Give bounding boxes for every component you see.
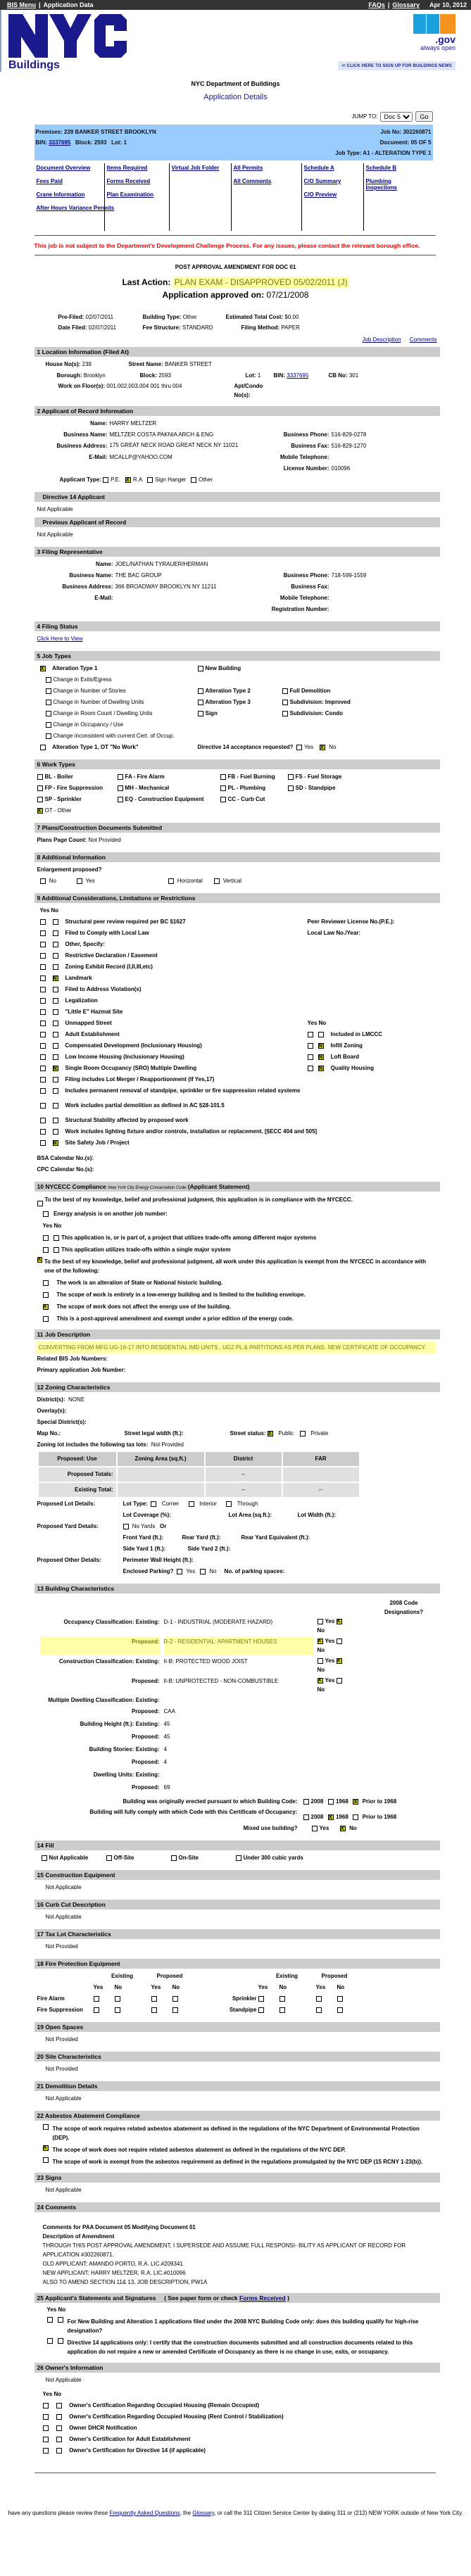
consideration-row: Work includes partial demolition as defined in AC §28-101.5 [37,1097,434,1115]
glossary-footer-link[interactable]: Glossary [192,2510,215,2516]
buildings-wordmark: Buildings [8,59,60,71]
section-header: 10 NYCECC Compliance New York City Energy Conservation Code (Applicant Statement) [34,1182,440,1192]
mail-icon: ✉ [341,64,347,68]
paa-title: POST APPROVAL AMENDMENT FOR DOC 01 [175,264,296,270]
job-description: CONVERTING FROM MFG UG-16-17 INTO RESIDENTIAL IMD UNITS , UG2 PL & PARTITIONS AS PER PLANS. NEW CERTIFICATE OF OCCUPANCY. Related BIS Job Numbers: Primary application Job Number: [32,1339,440,1378]
owner-info: Not Applicable Yes No Owner's Certification Regarding Occupied Housing (Remain Occupied) Owner's Certification Regarding Occupied Housing (Rent Control / Stabilization) Owner DHCR Notification Owner's Certification for Adult Establishment Owner's Certification for Directive 14 (if applicable) [42,2377,284,2454]
section-header: 13 Building Characteristics [34,1584,440,1593]
separator: | [39,1,41,8]
bin-label: BIN: [35,139,47,146]
nycgov-gov: .gov [435,34,456,45]
applicant-statements: Yes No For New Building and Alteration 1 applications filed under the 2008 NYC Building Code only: does this building qualify for high-rise designation? Directive 14 applications only: I certify that the construction documents submitted and all construction documents related to this application do not require a new or amended Certificate of Occupancy as there is no change in use, exits, or occupancy. [46,2306,419,2355]
job-number: Job No: 302260871 [380,129,432,135]
nav-all-permits[interactable]: All Permits [233,165,263,171]
filing-rep-info: Name: JOEL/NATHAN TYRAUER/HERMAN Business Name: THE BAC GROUP Business Phone: 718-599-1559 Business Address: 366 BROADWAY BROOKLYN NY 11211 Business Fax: E-Mail: Mobile Telephone: Registration Number: [62,561,367,612]
nav-crane-information[interactable]: Crane Information [36,191,85,198]
section-header: 3 Filing Representative [34,547,440,557]
nav-after-hours-variance[interactable]: After Hours Variance Permits [36,205,115,211]
nav-virtual-job-folder[interactable]: Virtual Job Folder [171,165,220,171]
navigation-links [34,163,440,231]
consideration-row: Other, Specify: [37,939,434,950]
section-header: 23 Signs [34,2173,440,2183]
development-challenge-warning: This job is not subject to the Department's Development Challenge Process. For any issues, please contact the relevant borough office. [34,242,420,249]
section-header: 18 Fire Protection Equipment [34,1959,440,1969]
document-select[interactable] [380,112,413,122]
nav-schedule-a[interactable]: Schedule A [303,165,334,171]
nav-co-summary[interactable]: C/O Summary [303,178,341,184]
section-header: 8 Additional Information [34,852,440,862]
consideration-row: Compensated Development (Inclusionary Housing) N Infill Zoning [37,1040,434,1052]
tax-lot-value: Not Provided [45,1943,78,1950]
consideration-row: N Single Room Occupancy (SRO) Multiple Dwelling N Quality Housing [37,1063,434,1074]
filing-summary: Pre-Filed: 02/07/2011 Building Type: Other Estimated Total Cost: $0.00 Date Filed: 02/07/2011 Fee Structure: STANDARD Filing Method: PAPER [58,314,300,331]
faq-link[interactable]: Frequently Asked Questions [109,2510,180,2516]
section-header: Directive 14 Applicant [34,492,440,502]
section-header: 9 Additional Considerations, Limitations or Restrictions [34,893,440,903]
section-header: 25 Applicant's Statements and Signatures ( See paper form or check Forms Received ) [34,2293,440,2303]
location-info: House No(s): 239 Street Name: BANKER STREET Borough: Brooklyn Block: 2593 Lot: 1 BIN: 3337695 CB No: 301 Work on Floor(s): 001,002,003,004 001 thru 004 Apt/Condo No(s): [45,361,359,398]
nav-items-required[interactable]: Items Required [106,165,148,171]
bis-menu-link[interactable]: BIS Menu [7,1,37,8]
current-date: Apr 10, 2012 [429,1,467,8]
section-header: 15 Construction Equipment [34,1870,440,1880]
bin-link[interactable]: 3337695 [287,372,309,379]
previous-applicant-value: Not Applicable [37,531,73,538]
consideration-row: N Landmark [37,973,434,984]
section-header: 12 Zoning Characteristics [34,1382,440,1392]
fire-protection: Existing Proposed Existing Proposed Yes No Yes No Yes No Yes No Fire Alarm Sprinkler Fire Suppression Standpipe [37,1973,348,2013]
nav-all-comments[interactable]: All Comments [233,178,272,184]
consideration-row: Zoning Exhibit Record (I,II,III,etc) [37,961,434,973]
nav-plan-examination[interactable]: Plan Examination [106,191,154,198]
section-header: 5 Job Types [34,651,440,661]
nav-schedule-b[interactable]: Schedule B [365,165,397,171]
block: Block: 2593 [75,139,107,146]
consideration-row: Filing includes Lot Merger / Reapportionment (If Yes,17) [37,1074,434,1085]
section-header: 14 Fill [34,1841,440,1850]
consideration-row: Legalization [37,995,434,1006]
nav-fees-paid[interactable]: Fees Paid [36,178,63,184]
department-title: NYC Department of Buildings [191,80,280,87]
page-title: Application Details [203,93,268,101]
directive-14-value: Not Applicable [37,506,73,512]
section-header: 26 Owner's Information [34,2363,440,2373]
checkbox-exempt-checked [37,1257,42,1263]
additional-info: Enlargement proposed? No Yes Horizontal Vertical [37,866,241,884]
site-characteristics-value: Not Provided [45,2066,78,2072]
job-type: Job Type: A1 - ALTERATION TYPE 1 [335,150,432,156]
zoning-table: Proposed: Use Zoning Area (sq.ft.) District FAR Proposed Totals: -- Existing Total: -- -- [37,1451,360,1498]
checkbox-alt1-checked [40,666,46,671]
consideration-row: Unmapped Street Yes No [37,1018,434,1029]
consideration-row: Filed to Comply with Local Law Local Law No./Year: [37,928,434,939]
footer: have any questions please review these Frequently Asked Questions, the Glossary, or call the 311 Citizen Service Center by dialing 311 or (212) NEW YORK outside of New York City. [8,2510,463,2516]
header [0,10,471,72]
consideration-row: Work includes lighting fixture and/or controls, installation or replacement. [§ECC 404 and 505] [37,1126,434,1137]
last-action-value: PLAN EXAM - DISAPPROVED 05/02/2011 (J) [174,277,348,287]
section-header: 19 Open Spaces [34,2022,440,2032]
job-description-link[interactable]: Job Description [362,336,401,343]
nav-plumbing-inspections[interactable]: Plumbing Inspections [365,178,397,191]
section-label: Application Data [43,1,94,8]
checkbox-other [191,477,196,483]
consideration-row: Structural peer review required per BC §1627 Peer Reviewer License No.(P.E.): [37,916,434,928]
comments: Comments for PAA Document 05 Modifying Document 01 Description of Amendment THROUGH THIS POST APPROVAL AMENDMENT, I SUPERSEDE AND ASSUME FULL RESPONSI- BILITY AS APPLICANT OF RECORD FOR APPLICATION #302260871. OLD APPLICANT: AMANDO PORTO, R.A. LIC.#209341 NEW APPLICANT: HARRY MELTZER, R.A. LIC.#010096 ALSO TO AMEND SECTION 11& 13, JOB DESCRIPTION, PW1A [42,2224,406,2285]
section-header: 2 Applicant of Record Information [34,406,440,416]
section-header: Previous Applicant of Record [34,517,440,527]
job-types: X Alteration Type 1 New Building Change in Exits/Egress Change in Number of Stories Alteration Type 2 Full Demolition Change in Number of Dwelling Units Alteration Type 3 Subdivision: Improved Change in Room Count / Dwelling Units Sign Subdivision: Condo Change in Occupancy / Use Change inconsistent with current Cert. of Occup. Alteration Type 1, OT "No Work" Directive 14 acceptance requested? Yes X No [32,661,440,755]
checkbox-ra-checked [125,477,131,483]
consideration-row: "Little E" Hazmat Site [37,1006,434,1018]
consideration-row: Structural Stability affected by proposed work [37,1115,434,1126]
section-header: 7 Plans/Construction Documents Submitted [34,823,440,833]
checkbox-sign-hanger [147,477,153,483]
nyc-buildings-logo-icon [8,14,127,58]
premises-address: Premises: 239 BANKER STREET BROOKLYN [35,129,156,135]
top-bar [0,0,471,10]
construction-equipment-value: Not Applicable [45,1884,82,1890]
newsletter-signup-link[interactable] [338,61,456,70]
consideration-row: Filed to Address Violation(s) [37,984,434,995]
nycgov-tagline: always open [420,44,456,51]
work-types: BL - Boiler FA - Fire Alarm FB - Fuel Burning FS - Fuel Storage FP - Fire Suppression MH - Mechanical PL - Plumbing SD - Standpipe SP - Sprinkler EQ - Construction Equipment CC - Curb Cut XOT - Other [32,769,440,819]
section-header: 20 Site Characteristics [34,2052,440,2062]
applicant-info: Name: HARRY MELTZER Business Name: MELTZER COSTA PAKNIA ARCH & ENG Business Phone: 516-829-0278 Business Address: 175 GREAT NECK ROAD GREAT NECK NY 11021 Business Fax: 516-829-1270 E-Mail: MCALLP@YAHOO.COM Mobile Telephone: License Number: 010096 Applicant Type: P.E. X R.A Sign Hanger Other [32,416,440,488]
premises-banner [34,125,433,160]
open-spaces-value: Not Provided [45,2036,78,2043]
forms-received-link[interactable]: Forms Received [239,2294,286,2302]
nycgov-logo-icon [413,14,456,34]
additional-considerations: Yes No Structural peer review required per BC §1627 Peer Reviewer License No.(P.E.): Filed to Comply with Local Law Local Law No./Year: Other, Specify: Restrictive Declaration / Easement Zoning Exhibit Record (I,II,III,etc) N Landmark Filed to Address Violation(s) Legalization "Little E" Hazmat Site Unmapped Street Yes No Adult Establishment Included in LMCCC Compensated Development (Inclusionary Housing) N Infill Zoning Low Income Housing (Inclusionary Housing) N Loft Board N Single Room Occupancy (SRO) Multiple Dwelling N Quality Housing Filing includes Lot Merger / Reapportionment (If Yes,17) Includes permanent removal of standpipe, sprinkler or fire suppression related systems Work includes partial demolition as defined in AC §28-101.5 Structural Stability affected by proposed work Work includes lighting fixture and/or controls, installation or replacement. [§ECC 404 and 505] N Site Safety Job / Project BSA Calendar No.(s): CPC Calendar No.(s): [32,903,440,1177]
consideration-row: N Site Safety Job / Project [37,1137,434,1149]
separator: | [387,1,390,8]
bin-link[interactable]: 3337695 [49,139,71,146]
section-header: 22 Asbestos Abatement Compliance [34,2111,440,2121]
document-number: Document: 05 OF 5 [379,139,432,146]
comments-link[interactable]: Comments [409,336,437,343]
section-header: 21 Demolition Details [34,2081,440,2091]
asbestos-compliance: The scope of work requires related asbestos abatement as defined in the regulations of the NYC Department of Environmental Protection (DEP). X The scope of work does not require related asbestos abatement as defined in the regulations of the NYC DEP. The scope of work is exempt from the asbestos requirement as defined in the regulations promulgated by the NYC DEP (15 RCNY 1-23(b)). [32,2121,440,2168]
section-header: 1 Location Information (Filed At) [34,347,440,357]
nycecc-compliance: To the best of my knowledge, belief and professional judgment, this application is in compliance with the NYCECC. Energy analysis is on another job number: Yes No This application is, or is part of, a project that utilizes trade-offs among different major systems This application utilizes trade-offs within a single major system X To the best of my knowledge, belief and professional judgment, all work under this application is exempt from the NYCECC in accordance with one of the following: The work is an alteration of State or National historic building. The scope of work is entirely in a low-energy building and is limited to the building envelope. X The scope of work does not affect the energy use of the building. This is a post-approval amendment and exempt under a prior edition of the energy code. [32,1192,440,1325]
last-action: Last Action: PLAN EXAM - DISAPPROVED 05/02/2011 (J) [122,277,348,287]
faqs-link[interactable]: FAQs [368,1,385,8]
section-header: 11 Job Description [34,1330,440,1339]
filing-status-link[interactable]: Click Here to View [37,636,83,642]
consideration-row: Restrictive Declaration / Easement [37,950,434,961]
nycgov-logo[interactable] [401,14,456,51]
section-header: 4 Filing Status [34,621,440,631]
approved-date: Application approved on: 07/21/2008 [162,290,309,300]
jump-to [32,111,433,122]
section-header: 17 Tax Lot Characteristics [34,1929,440,1939]
section-header: 24 Comments [34,2202,440,2212]
curb-cut-value: Not Applicable [45,1914,82,1920]
building-characteristics: 2008 Code Designations? Occupancy Classification: Existing: D-1 - INDUSTRIAL (MODERATE HAZARD) Yes X No Proposed: R-2 - RESIDENTIAL: APARTMENT HOUSES X Yes No Construction Classification: Existing: II-B: PROTECTED WOOD JOIST Yes X No Proposed: II-B: UNPROTECTED - NON-COMBUSTIBLE X Yes No Multiple Dwelling Classification: Existing: Proposed: CAA Building Height (ft.): Existing: 45 Proposed: 45 Building Stories: Existing: 4 Proposed: 4 Dwelling Units: Existing: Proposed: 69 Building was originally erected pursuant to which Building Code: 2008 1968 X Prior to 1968 Building will fully comply with which Code with this Certificate of Occupancy: 2008 X 1968 Prior to 1968 Mixed use building? Yes X No [32,1593,440,1836]
signup-label: CLICK HERE TO SIGN UP FOR BUILDINGS NEWS [346,64,452,68]
consideration-row: Includes permanent removal of standpipe, sprinkler or fire suppression related systems [37,1085,434,1097]
consideration-row: Low Income Housing (Inclusionary Housing) N Loft Board [37,1052,434,1063]
jump-label: JUMP TO: [351,113,378,120]
signs-value: Not Applicable [45,2187,82,2193]
glossary-link[interactable]: Glossary [392,1,420,8]
zoning-characteristics: District(s): NONE Overlay(s): Special District(s): Map No.: Street legal width (ft.): Street status: X Public Private Zoning lot includes the following tax lots: Not Provided Proposed: Use Zoning Area (sq.ft.) District FAR Proposed Totals: -- Existing Total: -- -- Proposed Lot Details: Lot Type: Corner Interior Through Lot Coverage (%): Lot Area (sq.ft.): Lot Width (ft.): Proposed Yard Details: No Yards Or Front Yard (ft.): Rear Yard (ft.): Rear Yard Equivalent (ft.): Side Yard 1 (ft.): Side Yard 2 (ft.): Proposed Other Details: Perimeter Wall Height (ft.): Enclosed Parking? Yes No No. of parking spaces: [32,1392,440,1579]
checkbox-ot-checked [37,808,43,814]
section-header: 6 Work Types [34,759,440,769]
job-description-text: CONVERTING FROM MFG UG-16-17 INTO RESIDENTIAL IMD UNITS , UG2 PL & PARTITIONS AS PER PLANS. NEW CERTIFICATE OF OCCUPANCY. [36,1341,436,1353]
lot: Lot: 1 [111,139,127,146]
demolition-value: Not Applicable [45,2095,82,2102]
nav-document-overview[interactable]: Document Overview [36,165,91,171]
section-header: 16 Curb Cut Description [34,1900,440,1909]
go-button[interactable]: Go [415,111,432,122]
nav-forms-received[interactable]: Forms Received [106,178,151,184]
checkbox-pe [103,477,108,483]
nav-co-preview[interactable]: C/O Preview [303,191,337,198]
consideration-row: Adult Establishment Included in LMCCC [37,1029,434,1040]
divider [34,235,436,236]
